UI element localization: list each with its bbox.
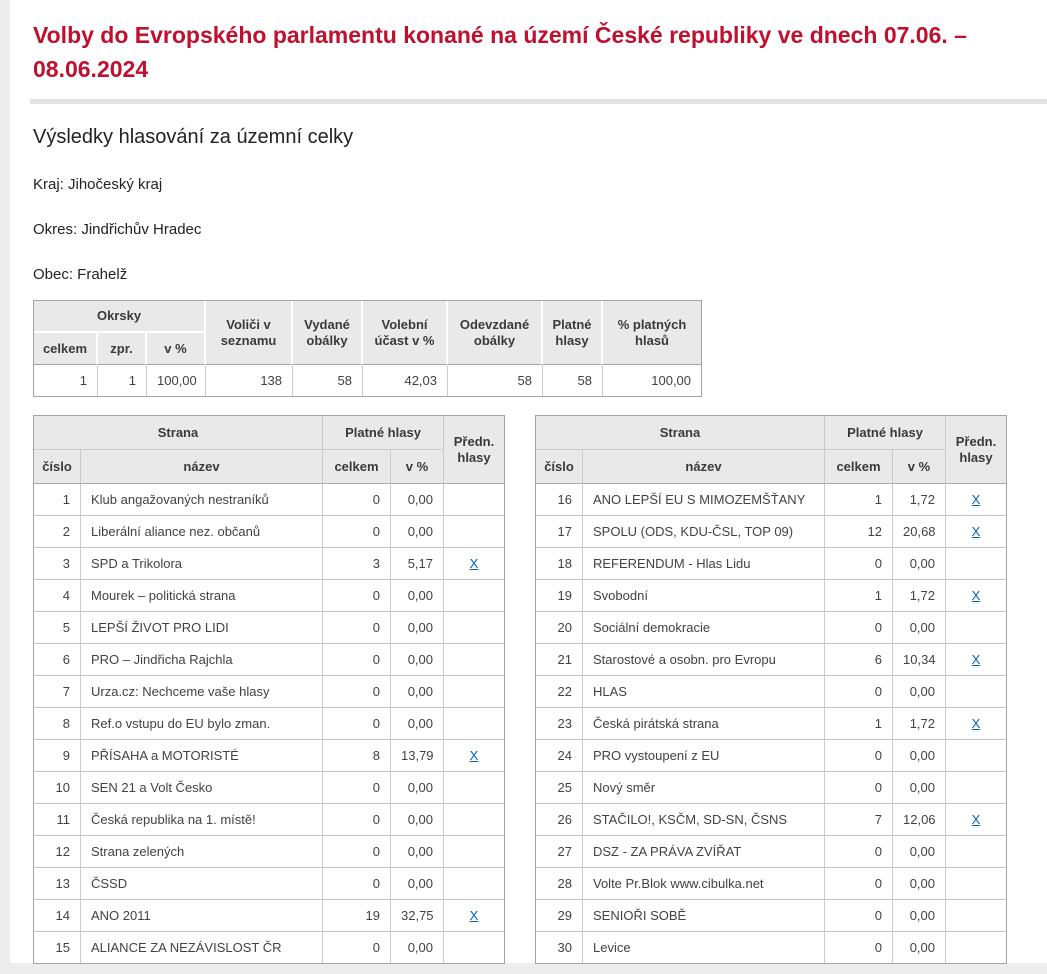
party-name: Česká pirátská strana [583, 708, 825, 740]
volici-header: Voliči v seznamu [206, 301, 293, 365]
party-name: SEN 21 a Volt Česko [81, 772, 323, 804]
predn-hlasy-header-line2: hlasy [959, 449, 993, 465]
party-number: 26 [536, 804, 583, 836]
preferential-votes-cell [946, 612, 1006, 644]
party-votes-pct: 0,00 [893, 548, 946, 580]
party-name: Liberální aliance nez. občanů [81, 516, 323, 548]
party-row [536, 804, 1006, 836]
party-votes-pct: 0,00 [391, 932, 444, 963]
party-name: Nový směr [583, 772, 825, 804]
party-votes-total: 0 [825, 772, 893, 804]
party-votes-pct: 0,00 [391, 708, 444, 740]
party-row [536, 836, 1006, 868]
party-number: 15 [34, 932, 81, 963]
header-divider [30, 99, 1047, 104]
cislo-header: číslo [536, 450, 583, 484]
party-votes-pct: 0,00 [391, 772, 444, 804]
party-votes-total: 0 [825, 900, 893, 932]
party-votes-total: 0 [825, 868, 893, 900]
party-votes-total: 0 [825, 612, 893, 644]
party-votes-total: 1 [825, 580, 893, 612]
party-table-left-body [34, 484, 504, 963]
party-votes-pct: 5,17 [391, 548, 444, 580]
preferential-votes-cell [444, 676, 504, 708]
preferential-votes-cell [946, 644, 1006, 676]
page-title: Volby do Evropského parlamentu konané na území České republiky ve dnech 07.06. – 08.06.2024 [33, 22, 967, 82]
preferential-votes-link[interactable]: X [971, 716, 981, 731]
party-table-right [535, 415, 1007, 964]
preferential-votes-link[interactable]: X [469, 556, 479, 571]
preferential-votes-link[interactable]: X [971, 524, 981, 539]
preferential-votes-cell [444, 836, 504, 868]
party-name: SPD a Trikolora [81, 548, 323, 580]
obec-line: Obec: Frahelž [33, 266, 128, 283]
platne-hlasy-group-header: Platné hlasy [323, 416, 444, 450]
party-votes-pct: 0,00 [893, 900, 946, 932]
preferential-votes-cell [444, 900, 504, 932]
preferential-votes-cell [946, 708, 1006, 740]
party-row [34, 836, 504, 868]
cislo-header: číslo [34, 450, 81, 484]
party-name: REFERENDUM - Hlas Lidu [583, 548, 825, 580]
celkem-header: celkem [323, 450, 391, 484]
party-name: Sociální demokracie [583, 612, 825, 644]
preferential-votes-cell [444, 612, 504, 644]
party-row [34, 676, 504, 708]
party-table-left [33, 415, 505, 964]
party-row [536, 740, 1006, 772]
party-votes-total: 0 [825, 676, 893, 708]
party-votes-pct: 1,72 [893, 708, 946, 740]
party-votes-pct: 0,00 [893, 612, 946, 644]
party-number: 19 [536, 580, 583, 612]
odevzdane-obalky-header: Odevzdané obálky [448, 301, 543, 365]
party-row [536, 900, 1006, 932]
party-votes-pct: 12,06 [893, 804, 946, 836]
party-row [536, 868, 1006, 900]
party-number: 18 [536, 548, 583, 580]
okrsky-vpct-header: v % [147, 333, 206, 365]
party-number: 3 [34, 548, 81, 580]
preferential-votes-cell [444, 804, 504, 836]
celkem-header: celkem [825, 450, 893, 484]
volebni-ucast-value: 42,03 [363, 365, 448, 396]
preferential-votes-link[interactable]: X [971, 492, 981, 507]
party-name: Volte Pr.Blok www.cibulka.net [583, 868, 825, 900]
turnout-summary-table [33, 300, 702, 397]
party-name: ANO 2011 [81, 900, 323, 932]
party-name: ANO LEPŠÍ EU S MIMOZEMŠŤANY [583, 484, 825, 516]
party-number: 27 [536, 836, 583, 868]
preferential-votes-cell [946, 516, 1006, 548]
strana-group-header: Strana [34, 416, 323, 450]
odevzdane-obalky-value: 58 [448, 365, 543, 396]
party-name: Levice [583, 932, 825, 963]
party-row [536, 932, 1006, 963]
preferential-votes-cell [946, 836, 1006, 868]
party-number: 24 [536, 740, 583, 772]
party-name: LEPŠÍ ŽIVOT PRO LIDI [81, 612, 323, 644]
party-number: 1 [34, 484, 81, 516]
party-votes-total: 1 [825, 484, 893, 516]
party-number: 9 [34, 740, 81, 772]
vydane-obalky-value: 58 [293, 365, 363, 396]
nazev-header: název [81, 450, 323, 484]
party-row [34, 548, 504, 580]
party-votes-pct: 1,72 [893, 580, 946, 612]
preferential-votes-cell [444, 932, 504, 963]
party-votes-pct: 0,00 [893, 868, 946, 900]
party-votes-pct: 0,00 [391, 868, 444, 900]
party-name: PŘÍSAHA a MOTORISTÉ [81, 740, 323, 772]
preferential-votes-cell [444, 740, 504, 772]
pct-platnych-header: % platných hlasů [603, 301, 701, 365]
preferential-votes-link[interactable]: X [971, 812, 981, 827]
platne-hlasy-group-header: Platné hlasy [825, 416, 946, 450]
party-votes-total: 0 [323, 644, 391, 676]
platne-hlasy-value: 58 [543, 365, 603, 396]
party-votes-pct: 0,00 [391, 676, 444, 708]
party-votes-pct: 10,34 [893, 644, 946, 676]
platne-hlasy-header: Platné hlasy [543, 301, 603, 365]
party-votes-total: 0 [323, 708, 391, 740]
okrsky-celkem-value: 1 [34, 365, 98, 396]
party-number: 14 [34, 900, 81, 932]
party-row [34, 612, 504, 644]
party-row [536, 516, 1006, 548]
party-votes-total: 0 [323, 580, 391, 612]
party-votes-pct: 0,00 [391, 612, 444, 644]
party-row [536, 644, 1006, 676]
preferential-votes-cell [444, 708, 504, 740]
preferential-votes-cell [444, 580, 504, 612]
party-votes-pct: 0,00 [391, 516, 444, 548]
party-number: 29 [536, 900, 583, 932]
okrsky-vpct-value: 100,00 [147, 365, 206, 396]
party-number: 10 [34, 772, 81, 804]
party-number: 17 [536, 516, 583, 548]
party-name: Strana zelených [81, 836, 323, 868]
party-name: Mourek – politická strana [81, 580, 323, 612]
party-number: 4 [34, 580, 81, 612]
pct-platnych-value: 100,00 [603, 365, 701, 396]
vydane-obalky-header: Vydané obálky [293, 301, 363, 365]
predn-hlasy-header-line1: Předn. [453, 433, 495, 449]
preferential-votes-link[interactable]: X [971, 652, 981, 667]
preferential-votes-link[interactable]: X [469, 748, 479, 763]
party-votes-total: 0 [323, 836, 391, 868]
party-votes-total: 7 [825, 804, 893, 836]
party-row [536, 676, 1006, 708]
summary-table-header [34, 301, 701, 365]
party-row [34, 484, 504, 516]
preferential-votes-cell [444, 548, 504, 580]
party-name: DSZ - ZA PRÁVA ZVÍŘAT [583, 836, 825, 868]
party-row [34, 804, 504, 836]
preferential-votes-cell [946, 772, 1006, 804]
party-row [536, 612, 1006, 644]
party-number: 23 [536, 708, 583, 740]
party-votes-total: 0 [323, 804, 391, 836]
party-name: SENIOŘI SOBĚ [583, 900, 825, 932]
party-votes-pct: 0,00 [893, 836, 946, 868]
party-votes-pct: 0,00 [391, 580, 444, 612]
party-votes-total: 0 [825, 836, 893, 868]
party-name: Ref.o vstupu do EU bylo zman. [81, 708, 323, 740]
party-row [536, 484, 1006, 516]
party-number: 16 [536, 484, 583, 516]
party-number: 2 [34, 516, 81, 548]
party-votes-total: 0 [323, 772, 391, 804]
party-row [536, 772, 1006, 804]
preferential-votes-cell [946, 580, 1006, 612]
nazev-header: název [583, 450, 825, 484]
party-name: HLAS [583, 676, 825, 708]
preferential-votes-cell [444, 644, 504, 676]
party-votes-pct: 1,72 [893, 484, 946, 516]
party-votes-pct: 0,00 [391, 644, 444, 676]
party-votes-total: 19 [323, 900, 391, 932]
party-row [536, 708, 1006, 740]
party-votes-pct: 20,68 [893, 516, 946, 548]
party-votes-total: 0 [323, 516, 391, 548]
party-row [536, 580, 1006, 612]
summary-values-row [34, 365, 701, 396]
party-votes-total: 0 [323, 932, 391, 963]
party-tables [33, 415, 1047, 964]
okrsky-zpr-value: 1 [98, 365, 147, 396]
party-votes-total: 3 [323, 548, 391, 580]
party-row [34, 580, 504, 612]
party-votes-total: 0 [825, 932, 893, 963]
party-votes-total: 0 [825, 548, 893, 580]
preferential-votes-cell [444, 516, 504, 548]
volici-value: 138 [206, 365, 293, 396]
party-votes-total: 0 [323, 676, 391, 708]
section-title: Výsledky hlasování za územní celky [33, 126, 354, 148]
party-votes-pct: 13,79 [391, 740, 444, 772]
party-name: Svobodní [583, 580, 825, 612]
party-row [34, 772, 504, 804]
party-number: 28 [536, 868, 583, 900]
party-votes-total: 0 [323, 612, 391, 644]
preferential-votes-cell [444, 484, 504, 516]
party-number: 30 [536, 932, 583, 963]
kraj-line: Kraj: Jihočeský kraj [33, 176, 163, 193]
party-number: 21 [536, 644, 583, 676]
vpct-header: v % [391, 450, 444, 484]
party-row [34, 516, 504, 548]
party-row [34, 868, 504, 900]
party-votes-pct: 0,00 [893, 740, 946, 772]
party-table-right-body [536, 484, 1006, 963]
party-number: 12 [34, 836, 81, 868]
preferential-votes-cell [946, 740, 1006, 772]
preferential-votes-cell [946, 804, 1006, 836]
preferential-votes-cell [946, 932, 1006, 963]
party-table-right-header [536, 416, 1006, 484]
party-votes-pct: 0,00 [893, 676, 946, 708]
party-name: ALIANCE ZA NEZÁVISLOST ČR [81, 932, 323, 963]
preferential-votes-link[interactable]: X [971, 588, 981, 603]
okrsky-zpr-header: zpr. [98, 333, 147, 365]
vpct-header: v % [893, 450, 946, 484]
party-votes-pct: 32,75 [391, 900, 444, 932]
party-votes-total: 0 [323, 868, 391, 900]
okrsky-celkem-header: celkem [34, 333, 98, 365]
party-votes-total: 12 [825, 516, 893, 548]
party-name: ČSSD [81, 868, 323, 900]
party-number: 25 [536, 772, 583, 804]
okres-line: Okres: Jindřichův Hradec [33, 221, 202, 238]
party-name: Klub angažovaných nestraníků [81, 484, 323, 516]
party-votes-total: 1 [825, 708, 893, 740]
party-table-left-header [34, 416, 504, 484]
party-number: 7 [34, 676, 81, 708]
preferential-votes-cell [946, 676, 1006, 708]
party-votes-pct: 0,00 [391, 804, 444, 836]
party-votes-pct: 0,00 [391, 484, 444, 516]
party-name: Česká republika na 1. místě! [81, 804, 323, 836]
party-votes-total: 0 [323, 484, 391, 516]
party-number: 6 [34, 644, 81, 676]
predn-hlasy-header [444, 416, 504, 484]
party-row [34, 740, 504, 772]
party-row [34, 900, 504, 932]
party-votes-total: 0 [825, 740, 893, 772]
party-name: STAČILO!, KSČM, SD-SN, ČSNS [583, 804, 825, 836]
party-number: 5 [34, 612, 81, 644]
party-number: 13 [34, 868, 81, 900]
party-votes-total: 8 [323, 740, 391, 772]
party-votes-total: 6 [825, 644, 893, 676]
preferential-votes-cell [444, 868, 504, 900]
volebni-ucast-header: Volební účast v % [363, 301, 448, 365]
party-number: 20 [536, 612, 583, 644]
party-row [34, 708, 504, 740]
strana-group-header: Strana [536, 416, 825, 450]
party-row [34, 644, 504, 676]
preferential-votes-cell [946, 868, 1006, 900]
party-name: SPOLU (ODS, KDU-ČSL, TOP 09) [583, 516, 825, 548]
preferential-votes-cell [946, 548, 1006, 580]
party-row [536, 548, 1006, 580]
preferential-votes-cell [946, 900, 1006, 932]
party-name: Starostové a osobn. pro Evropu [583, 644, 825, 676]
party-row [34, 932, 504, 963]
preferential-votes-cell [946, 484, 1006, 516]
party-votes-pct: 0,00 [893, 932, 946, 963]
party-votes-pct: 0,00 [391, 836, 444, 868]
party-number: 22 [536, 676, 583, 708]
party-number: 11 [34, 804, 81, 836]
results-page [10, 0, 1047, 963]
okrsky-group-header: Okrsky [34, 301, 206, 333]
party-number: 8 [34, 708, 81, 740]
preferential-votes-cell [444, 772, 504, 804]
party-name: Urza.cz: Nechceme vaše hlasy [81, 676, 323, 708]
preferential-votes-link[interactable]: X [469, 908, 479, 923]
party-votes-pct: 0,00 [893, 772, 946, 804]
party-name: PRO – Jindřicha Rajchla [81, 644, 323, 676]
predn-hlasy-header [946, 416, 1006, 484]
party-name: PRO vystoupení z EU [583, 740, 825, 772]
predn-hlasy-header-line1: Předn. [955, 433, 997, 449]
predn-hlasy-header-line2: hlasy [457, 449, 491, 465]
